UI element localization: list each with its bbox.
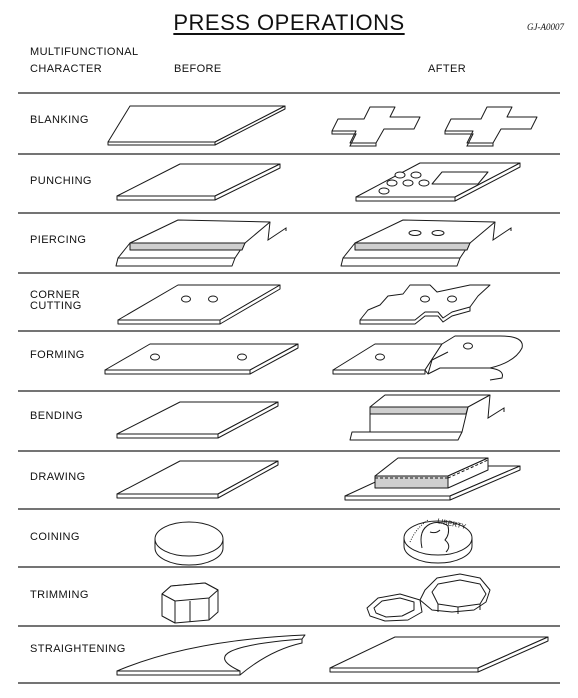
column-header-after: AFTER (428, 63, 467, 75)
row-label-coining: COINING (30, 531, 80, 543)
drawing-before-sheet (117, 461, 278, 498)
blanking-before-strip (108, 106, 285, 145)
row-label-blanking: BLANKING (30, 114, 89, 126)
row-label-corner-cutting: CORNER CUTTING (30, 289, 82, 312)
bending-before-sheet (117, 402, 278, 438)
column-header-before: BEFORE (174, 63, 222, 75)
coining-before-disc (155, 522, 223, 565)
row-label-straightening: STRAIGHTENING (30, 643, 126, 655)
page-title: PRESS OPERATIONS (173, 10, 405, 35)
corner-cutting-before-sheet (118, 285, 280, 324)
row-label-bending: BENDING (30, 410, 83, 422)
row-label-piercing: PIERCING (30, 234, 87, 246)
row-label-forming: FORMING (30, 349, 85, 361)
document-code: GJ-A0007 (527, 22, 564, 32)
row-label-punching: PUNCHING (30, 175, 92, 187)
forming-before-sheet (105, 344, 298, 374)
coin-inscription: LIBERTY (436, 518, 467, 531)
blanking-after-cross-left (332, 107, 420, 146)
coining-after-coin (404, 518, 472, 563)
bending-after-part (350, 395, 504, 440)
straightening-before-strip (117, 635, 305, 675)
punching-after-sheet (356, 163, 520, 201)
trimming-after-ring (367, 574, 490, 621)
piercing-before-channel (116, 220, 286, 266)
row-label-drawing: DRAWING (30, 471, 86, 483)
column-header-character: MULTIFUNCTIONAL CHARACTER (30, 46, 139, 75)
drawing-after-part (345, 458, 520, 500)
piercing-after-channel (341, 220, 511, 266)
corner-cutting-after-sheet (360, 285, 490, 324)
forming-after-sheet (333, 336, 522, 380)
straightening-after-strip (330, 637, 548, 672)
punching-before-sheet (117, 164, 280, 200)
trimming-before-ring (162, 583, 218, 623)
row-label-trimming: TRIMMING (30, 589, 89, 601)
blanking-after-cross-right (445, 107, 537, 146)
